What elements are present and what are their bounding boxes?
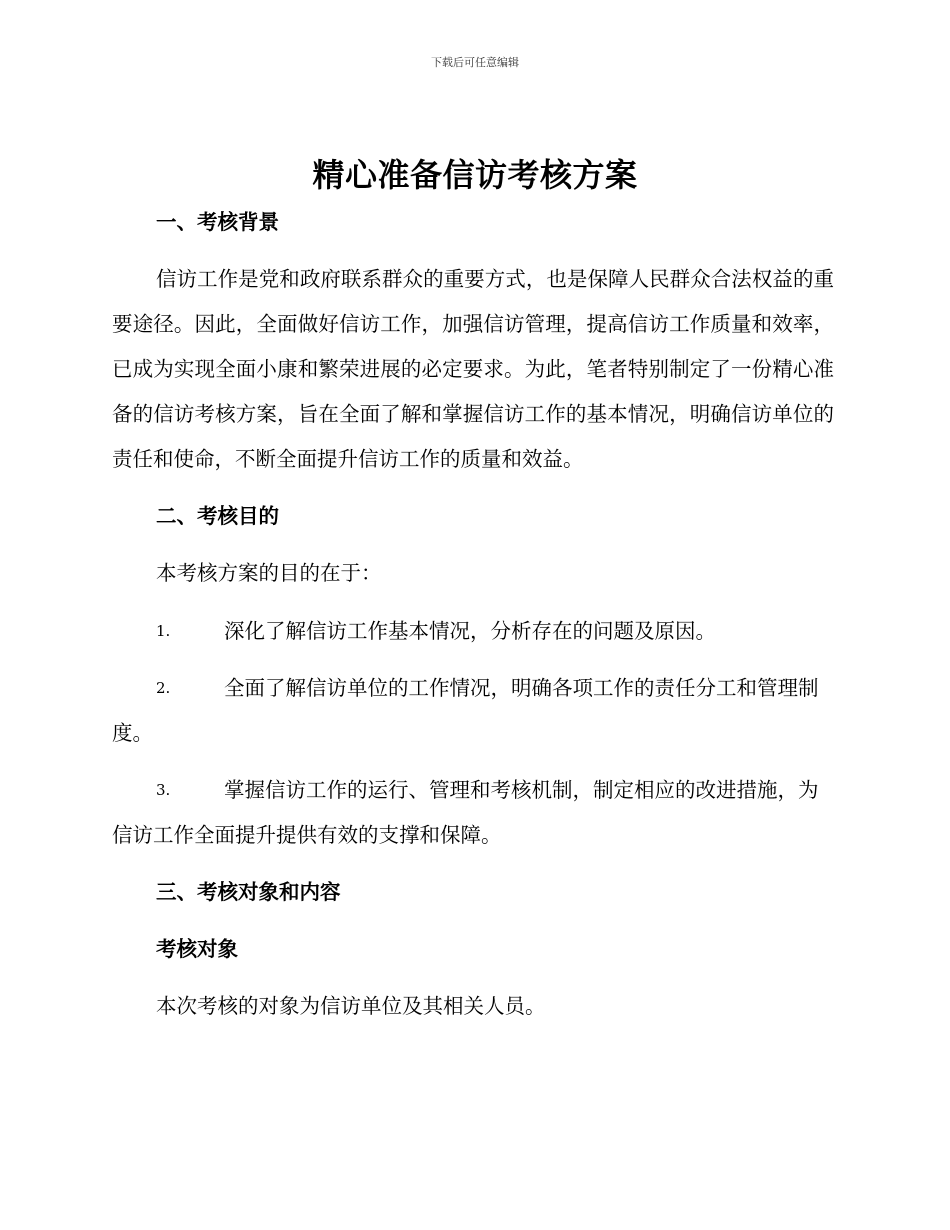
section-heading-background: 一、考核背景: [156, 210, 279, 234]
list-item: [112, 768, 834, 858]
list-item-text: 全面了解信访单位的工作情况，明确各项工作的责任分工和管理制度。: [112, 676, 819, 745]
header-note: 下载后可任意编辑: [431, 56, 519, 69]
section-heading-scope: 三、考核对象和内容: [156, 880, 341, 904]
purpose-intro: 本考核方案的目的在于：: [156, 561, 382, 585]
list-item-text: 深化了解信访工作基本情况，分析存在的问题及原因。: [224, 619, 716, 643]
target-paragraph: 本次考核的对象为信访单位及其相关人员。: [156, 994, 546, 1018]
list-item-text: 掌握信访工作的运行、管理和考核机制，制定相应的改进措施，为信访工作全面提升提供有效的支撑和保障。: [112, 778, 819, 847]
list-item-number: 1.: [156, 622, 171, 640]
list-item: [112, 609, 834, 654]
list-item: [112, 666, 834, 756]
list-item-number: 3.: [156, 781, 171, 799]
document-title: 精心准备信访考核方案: [312, 156, 638, 194]
list-item-number: 2.: [156, 679, 171, 697]
section-heading-purpose: 二、考核目的: [156, 504, 279, 528]
subsection-heading-target: 考核对象: [156, 937, 238, 961]
background-paragraph: 信访工作是党和政府联系群众的重要方式，也是保障人民群众合法权益的重要途径。因此，全面做好信访工作，加强信访管理，提高信访工作质量和效率，已成为实现全面小康和繁荣进展的必定要求。为此，笔者特别制定了一份精心准备的信访考核方案，旨在全面了解和掌握信访工作的基本情况，明确信访单位的责任和使命，不断全面提升信访工作的质量和效益。: [112, 267, 834, 471]
